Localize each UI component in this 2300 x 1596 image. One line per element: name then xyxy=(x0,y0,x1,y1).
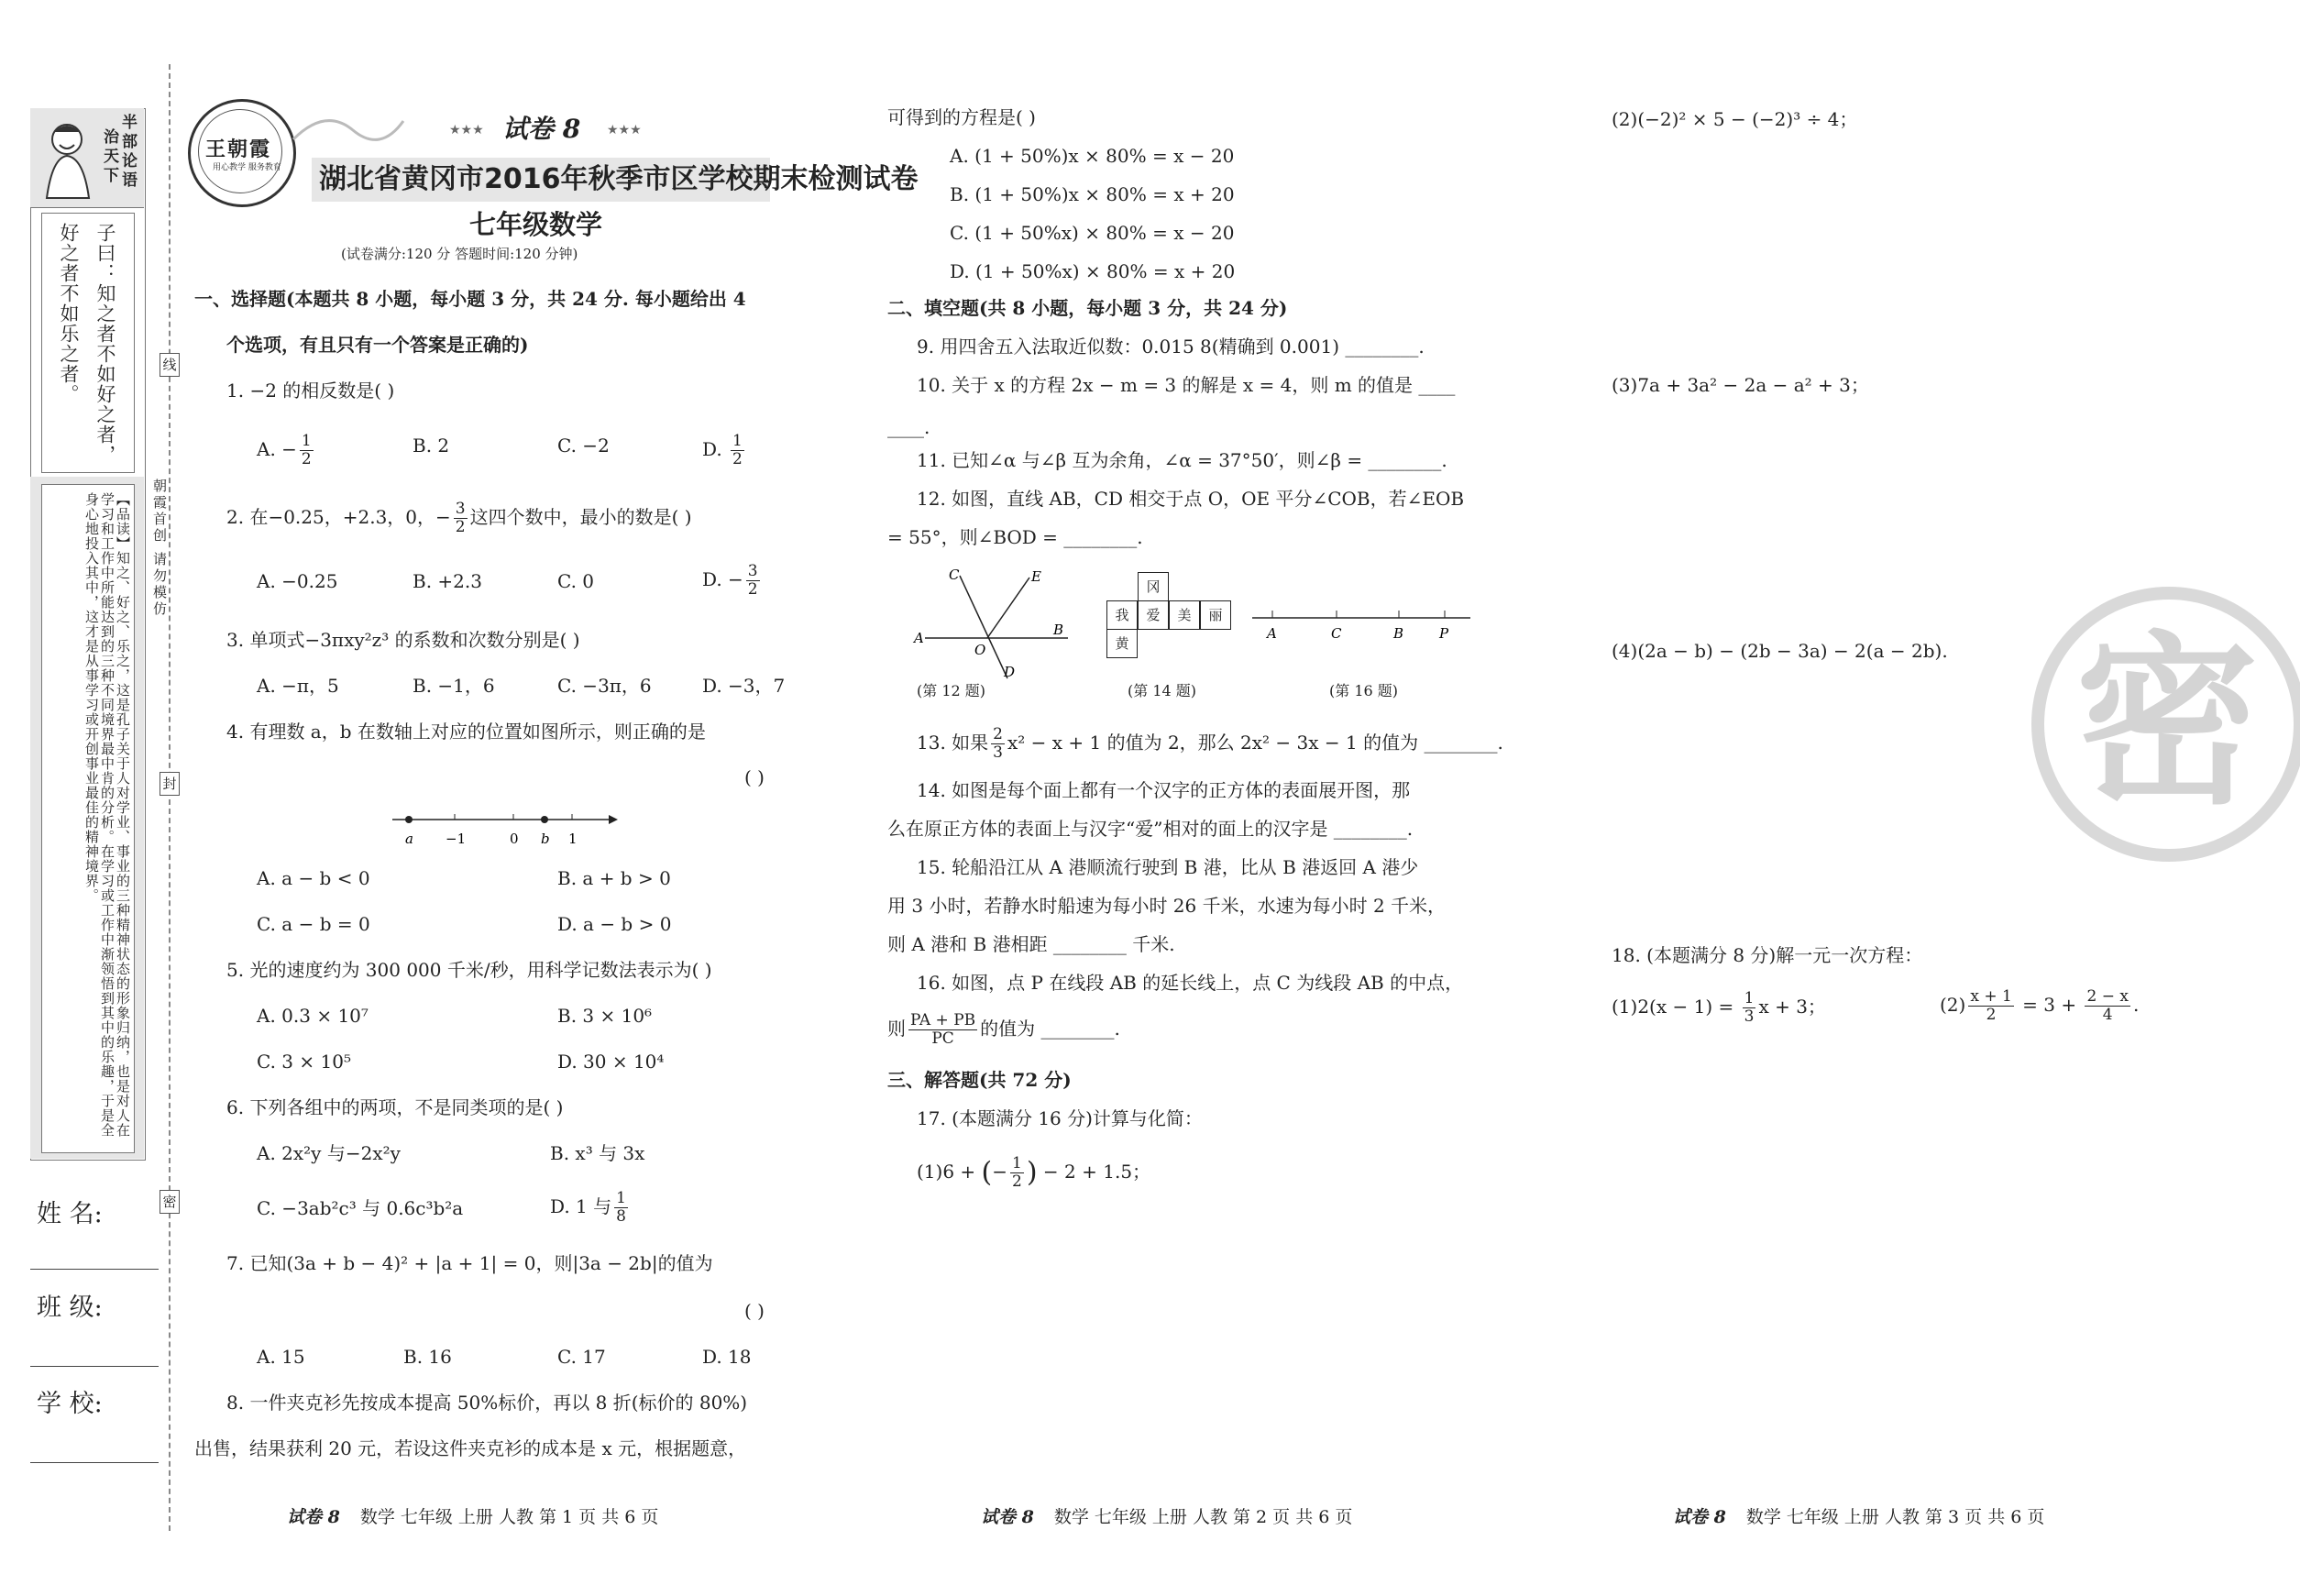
q1-option-d: D. $\frac{1}{2}$ xyxy=(702,432,743,468)
strip-header xyxy=(30,108,144,208)
caption-16: (第 16 题) xyxy=(1329,682,1399,699)
stars-right: ★★★ xyxy=(607,123,642,138)
q14-line-2: 么在原正方体的表面上与汉字“爱”相对的面上的汉字是 ________. xyxy=(887,818,1414,840)
stars-left: ★★★ xyxy=(449,123,484,138)
quote-line-1: 子曰：知之者不如好之者， xyxy=(94,223,116,465)
paper-number: 试卷 8 xyxy=(502,114,581,144)
q6-stem: 6. 下列各组中的两项，不是同类项的是( ) xyxy=(226,1096,564,1118)
fig16-label-a: A xyxy=(1267,625,1277,642)
q15-line-3: 则 A 港和 B 港相距 ________ 千米. xyxy=(887,933,1175,955)
logo-badge xyxy=(188,99,296,207)
q18-stem: 18. (本题满分 8 分)解一元一次方程： xyxy=(1612,944,1923,966)
q8-option-b: B. (1 + 50%)x × 80% = x + 20 xyxy=(950,183,1235,205)
q2-option-c: C. 0 xyxy=(557,570,595,592)
cube-cell: 美 xyxy=(1169,600,1200,630)
fig16-label-p: P xyxy=(1439,625,1449,642)
q17-stem: 17. (本题满分 16 分)计算与化简： xyxy=(917,1107,1203,1129)
reading-box xyxy=(41,484,135,1153)
section-1-title-2: 个选项，有且只有一个答案是正确的) xyxy=(226,334,529,356)
q4-label-neg1: −1 xyxy=(446,831,467,847)
cut-line xyxy=(169,64,171,1531)
q18-part-1: (1)2(x − 1) = $\frac{1}{3}$ x + 3； xyxy=(1612,989,1826,1026)
q17-part-1: (1)6 + (− $\frac{1}{2}$ ) − 2 + 1.5； xyxy=(917,1154,1151,1191)
q17-part-2: (2)(−2)² × 5 − (−2)³ ÷ 4； xyxy=(1612,108,1858,130)
q6-option-b: B. x³ 与 3x xyxy=(550,1142,645,1164)
q1-stem: 1. −2 的相反数是( ) xyxy=(226,380,395,402)
section-2-title: 二、填空题(共 8 小题，每小题 3 分，共 24 分) xyxy=(887,297,1288,319)
q7-paren: ( ) xyxy=(744,1300,765,1322)
q3-stem: 3. 单项式−3πxy²z³ 的系数和次数分别是( ) xyxy=(226,629,580,651)
q10-line-2: ____. xyxy=(887,416,930,438)
caption-12: (第 12 题) xyxy=(917,682,986,699)
school-label: 学 校: xyxy=(37,1390,103,1418)
q7-option-d: D. 18 xyxy=(702,1346,752,1368)
q17-part-4: (4)(2a − b) − (2b − 3a) − 2(a − 2b). xyxy=(1612,640,1948,662)
q15-line-2: 用 3 小时，若静水时船速为每小时 26 千米，水速为每小时 2 千米， xyxy=(887,895,1447,917)
q2-stem: 2. 在−0.25，+2.3，0，− $\frac{3}{2}$ 这四个数中，最小的数是( ) xyxy=(226,500,692,536)
q4-label-0: 0 xyxy=(510,831,519,847)
q8-line-3: 可得到的方程是( ) xyxy=(887,106,1036,128)
q10-line-1: 10. 关于 x 的方程 2x − m = 3 的解是 x = 4，则 m 的值是 ____ xyxy=(917,374,1456,396)
q9: 9. 用四舍五入法取近似数：0.015 8(精确到 0.001) ________. xyxy=(917,336,1425,358)
fig16-label-c: C xyxy=(1331,625,1342,642)
footer-page-2: 试卷 8 数学 七年级 上册 人教 第 2 页 共 6 页 xyxy=(981,1507,1353,1527)
logo-sub: 用心教学 服务教育 xyxy=(213,163,281,172)
q4-option-c: C. a − b = 0 xyxy=(257,913,370,935)
reading-text: 【品读】知之、好之、乐之，这是孔子关于人对学业、事业的三种精神状态的形象归纳，也是对人在学习和工作中所能达到的三种不同境界最中肯的分析。在学习或工作中渐领悟到其中的乐趣，于是全身心地投入其中，这才是从事学习或开创事业最佳的精神境界。 xyxy=(83,492,131,1138)
q5-option-b: B. 3 × 10⁶ xyxy=(557,1005,653,1027)
footer-page-1: 试卷 8 数学 七年级 上册 人教 第 1 页 共 6 页 xyxy=(287,1507,659,1527)
fig16-label-b: B xyxy=(1393,625,1404,642)
q4-label-a: a xyxy=(405,831,413,847)
name-label: 姓 名: xyxy=(37,1200,103,1228)
q4-option-b: B. a + b > 0 xyxy=(557,867,671,889)
q2-option-d: D. − $\frac{3}{2}$ xyxy=(702,562,758,599)
fig12-label-o: O xyxy=(974,642,986,658)
q5-stem: 5. 光的速度约为 300 000 千米/秒，用科学记数法表示为( ) xyxy=(226,959,712,981)
q3-option-a: A. −π，5 xyxy=(257,675,339,697)
watermark-char: 密 xyxy=(2075,616,2260,830)
q3-option-b: B. −1，6 xyxy=(413,675,495,697)
q7-option-a: A. 15 xyxy=(257,1346,305,1368)
seal-mark-secret: 密 xyxy=(160,1190,180,1214)
q6-option-d: D. 1 与 $\frac{1}{8}$ xyxy=(550,1189,626,1226)
q4-label-b: b xyxy=(541,831,550,847)
cube-cell: 我 xyxy=(1106,600,1138,630)
q7-option-c: C. 17 xyxy=(557,1346,606,1368)
q1-option-b: B. 2 xyxy=(413,435,450,457)
strip-header-1: 半部论语 xyxy=(118,114,137,191)
exam-title: 湖北省黄冈市2016年秋季市区学校期末检测试卷 xyxy=(319,163,919,195)
cube-cell: 爱 xyxy=(1138,600,1169,630)
strip-header-2: 治天下 xyxy=(100,128,118,186)
q16-line-2: 则 $\frac{PA + PB}{PC}$ 的值为 ________. xyxy=(887,1011,1120,1048)
q6-option-a: A. 2x²y 与−2x²y xyxy=(257,1142,401,1164)
side-note: 朝霞首创 请勿模仿 xyxy=(151,479,168,618)
figure-12 xyxy=(912,561,1077,689)
quote-line-2: 好之者不如乐之者。 xyxy=(58,223,80,404)
q3-option-d: D. −3，7 xyxy=(702,675,786,697)
q5-option-a: A. 0.3 × 10⁷ xyxy=(257,1005,369,1027)
fig12-label-e: E xyxy=(1031,568,1041,585)
cube-cell: 丽 xyxy=(1200,600,1231,630)
section-1-title-1: 一、选择题(本题共 8 小题，每小题 3 分，共 24 分. 每小题给出 4 xyxy=(194,288,746,310)
fig12-label-d: D xyxy=(1004,664,1016,680)
q13: 13. 如果 $\frac{2}{3}$ x² − x + 1 的值为 2，那么 2x² − 3x − 1 的值为 ________. xyxy=(917,725,1503,762)
figure-16 xyxy=(1249,605,1478,651)
q6-option-c: C. −3ab²c³ 与 0.6c³b²a xyxy=(257,1197,464,1219)
q5-option-d: D. 30 × 10⁴ xyxy=(557,1051,665,1073)
footer-page-3: 试卷 8 数学 七年级 上册 人教 第 3 页 共 6 页 xyxy=(1673,1507,2045,1527)
section-3-title: 三、解答题(共 72 分) xyxy=(887,1069,1072,1091)
secret-seal-watermark xyxy=(2031,587,2300,862)
quote-box xyxy=(41,213,135,473)
q4-paren: ( ) xyxy=(744,766,765,788)
q8-option-c: C. (1 + 50%x) × 80% = x − 20 xyxy=(950,222,1235,244)
q1-option-c: C. −2 xyxy=(557,435,610,457)
q16-line-1: 16. 如图，点 P 在线段 AB 的延长线上，点 C 为线段 AB 的中点， xyxy=(917,972,1464,994)
caption-14: (第 14 题) xyxy=(1128,682,1197,699)
ribbon-decoration-icon xyxy=(289,103,408,158)
q4-stem: 4. 有理数 a，b 在数轴上对应的位置如图所示，则正确的是 xyxy=(226,721,706,743)
q4-number-line xyxy=(385,807,623,853)
q7-stem: 7. 已知(3a + b − 4)² + |a + 1| = 0，则|3a − 2b|的值为 xyxy=(226,1252,713,1274)
seal-mark-line: 线 xyxy=(160,353,180,377)
q2-option-a: A. −0.25 xyxy=(257,570,338,592)
q3-option-c: C. −3π，6 xyxy=(557,675,652,697)
q8-option-d: D. (1 + 50%x) × 80% = x + 20 xyxy=(950,260,1236,282)
fig12-label-a: A xyxy=(914,630,924,646)
q8-line-2: 出售，结果获利 20 元，若设这件夹克衫的成本是 x 元，根据题意， xyxy=(194,1437,747,1459)
q8-line-1: 8. 一件夹克衫先按成本提高 50%标价，再以 8 折(标价的 80%) xyxy=(226,1392,748,1414)
fig12-label-c: C xyxy=(949,567,960,583)
cube-cell: 黄 xyxy=(1106,629,1138,658)
q2-option-b: B. +2.3 xyxy=(413,570,482,592)
school-line xyxy=(30,1462,159,1463)
q4-option-d: D. a − b > 0 xyxy=(557,913,672,935)
fig12-label-b: B xyxy=(1053,622,1064,638)
q4-label-1: 1 xyxy=(568,831,578,847)
q5-option-c: C. 3 × 10⁵ xyxy=(257,1051,351,1073)
q8-option-a: A. (1 + 50%)x × 80% = x − 20 xyxy=(950,145,1235,167)
logo-text: 王朝霞 xyxy=(205,138,272,161)
q12-line-2: = 55°，则∠BOD = ________. xyxy=(887,526,1143,548)
q1-option-a: A. − $\frac{1}{2}$ xyxy=(257,432,312,468)
q18-part-2: (2) $\frac{x + 1}{2}$ = 3 + $\frac{2 - x}{4}$ . xyxy=(1940,987,2140,1024)
exam-info: (试卷满分:120 分 答题时间:120 分钟) xyxy=(341,246,578,262)
q12-line-1: 12. 如图，直线 AB，CD 相交于点 O，OE 平分∠COB，若∠EOB xyxy=(917,488,1465,510)
seal-mark-seal: 封 xyxy=(160,772,180,796)
subject-title: 七年级数学 xyxy=(469,209,603,240)
class-line xyxy=(30,1366,159,1367)
class-label: 班 级: xyxy=(37,1293,103,1322)
confucius-figure-icon xyxy=(34,116,100,202)
q4-option-a: A. a − b < 0 xyxy=(257,867,370,889)
name-line xyxy=(30,1269,159,1270)
cube-cell: 冈 xyxy=(1138,572,1169,601)
q7-option-b: B. 16 xyxy=(403,1346,452,1368)
q11: 11. 已知∠α 与∠β 互为余角，∠α = 37°50′，则∠β = ________. xyxy=(917,449,1447,471)
q14-line-1: 14. 如图是每个面上都有一个汉字的正方体的表面展开图，那 xyxy=(917,779,1411,801)
q17-part-3: (3)7a + 3a² − 2a − a² + 3； xyxy=(1612,374,1869,396)
q15-line-1: 15. 轮船沿江从 A 港顺流行驶到 B 港，比从 B 港返回 A 港少 xyxy=(917,856,1419,878)
